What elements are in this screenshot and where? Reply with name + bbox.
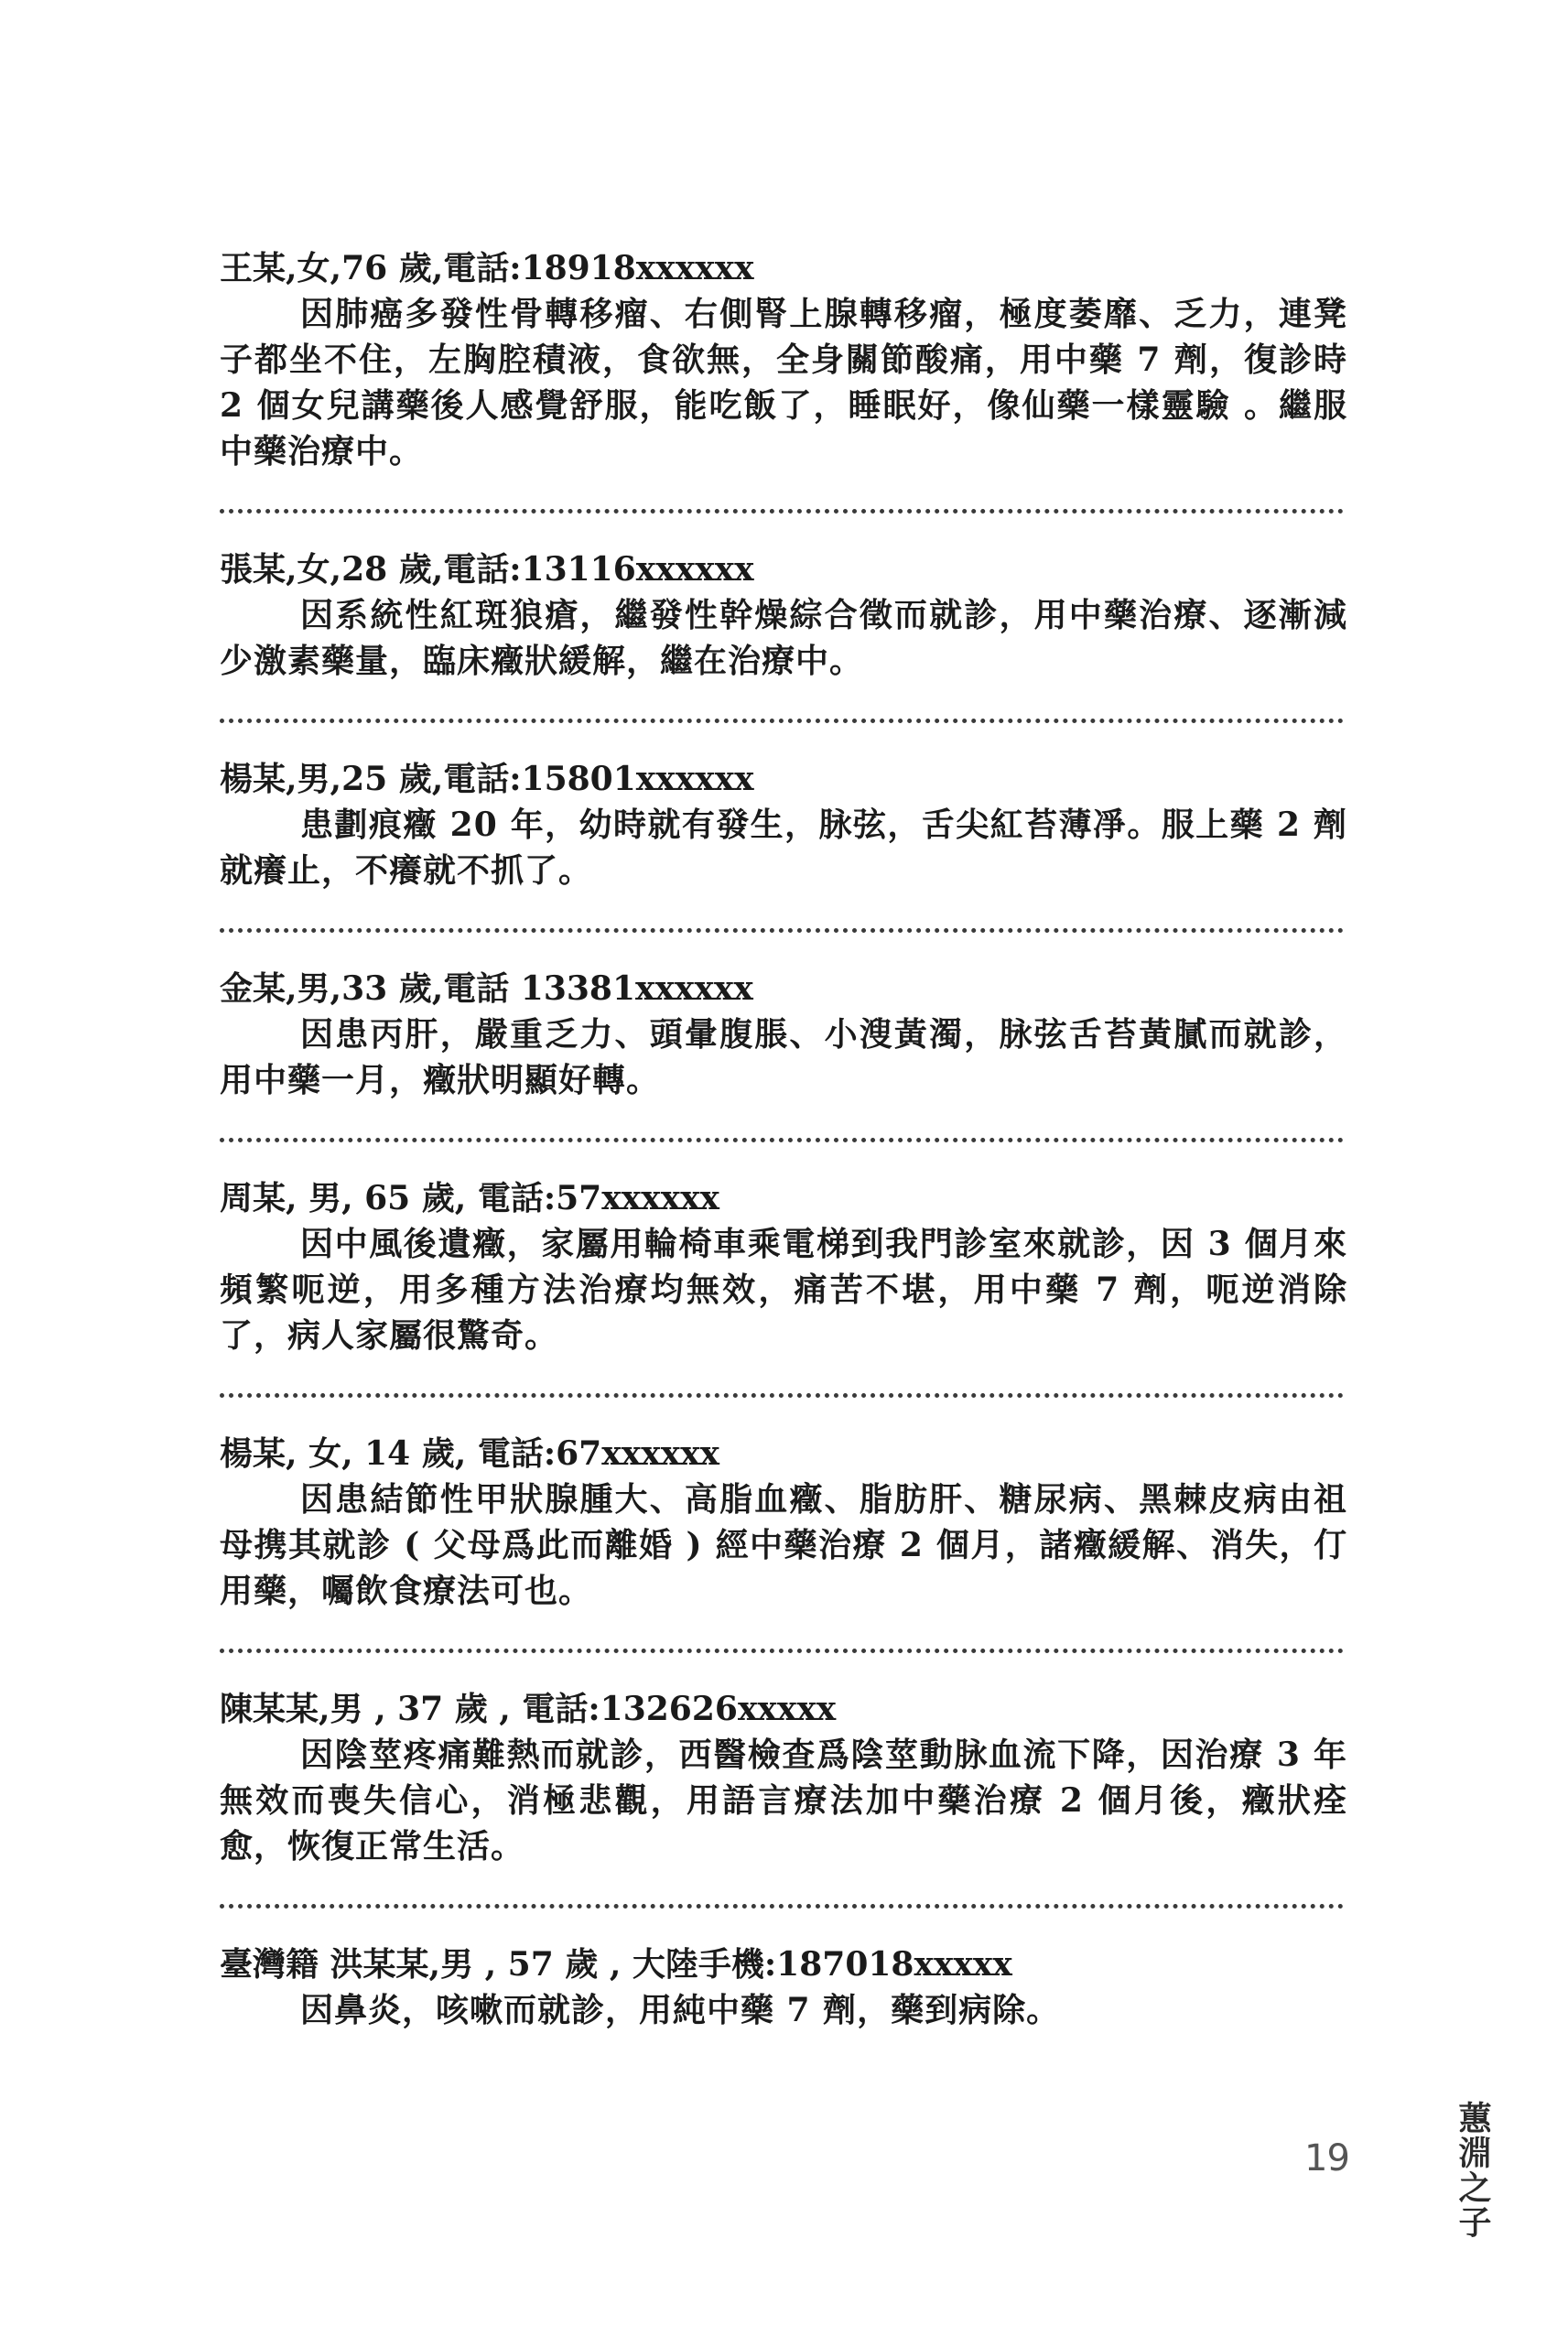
side-running-title: 蕙淵之子: [1454, 2101, 1491, 2240]
case-body: 因肺癌多發性骨轉移瘤、右側腎上腺轉移瘤，極度萎靡、乏力，連凳子都坐不住，左胸腔積液，食欲無，全身關節酸痛，用中藥 7 劑，復診時 2 個女兒講藥後人感覺舒服，能吃飯了，睡眠好，像仙藥一樣靈驗 。繼服中藥治療中。: [220, 295, 1347, 470]
case-entry-2: [220, 546, 1347, 684]
case-body: 因陰莖疼痛難熱而就診，西醫檢查爲陰莖動脉血流下降，因治療 3 年無效而喪失信心，消極悲觀，用語言療法加中藥治療 2 個月後，癥狀痊愈，恢復正常生活。: [220, 1736, 1347, 1866]
page-number: 19: [1304, 2137, 1349, 2179]
dotted-divider: [220, 509, 1344, 514]
case-header: 臺灣籍 洪某某,男 , 57 歲 , 大陸手機:187018xxxxx: [220, 1945, 1012, 1984]
case-entry-1: [220, 245, 1347, 474]
dotted-divider: [220, 719, 1344, 723]
case-body: 因系統性紅斑狼瘡，繼發性幹燥綜合徵而就診，用中藥治療、逐漸減少激素藥量，臨床癥狀緩解，繼在治療中。: [220, 596, 1347, 680]
case-body: 因患結節性甲狀腺腫大、高脂血癥、脂肪肝、糖尿病、黑棘皮病由祖母携其就診 ( 父母爲此而離婚 ) 經中藥治療 2 個月，諸癥緩解、消失，仃用藥，囑飲食療法可也。: [220, 1480, 1347, 1610]
case-list: [220, 245, 1347, 2033]
case-header: 張某,女,28 歲,電話:13116xxxxxx: [220, 550, 754, 589]
case-body: 因鼻炎，咳嗽而就診，用純中藥 7 劑，藥到病除。: [300, 1991, 1061, 2029]
case-entry-6: [220, 1431, 1347, 1614]
dotted-divider: [220, 1138, 1344, 1142]
case-header: 楊某, 女, 14 歲, 電話:67xxxxxx: [220, 1434, 719, 1473]
case-entry-5: [220, 1175, 1347, 1358]
case-entry-7: [220, 1686, 1347, 1869]
dotted-divider: [220, 1649, 1344, 1653]
dotted-divider: [220, 928, 1344, 933]
case-header: 王某,女,76 歲,電話:18918xxxxxx: [220, 249, 754, 287]
case-body: 因患丙肝，嚴重乏力、頭暈腹脹、小溲黃濁，脉弦舌苔黃膩而就診，用中藥一月，癥狀明顯好轉。: [220, 1015, 1347, 1099]
case-header: 周某, 男, 65 歲, 電話:57xxxxxx: [220, 1179, 719, 1217]
dotted-divider: [220, 1904, 1344, 1909]
case-entry-4: [220, 966, 1347, 1103]
case-entry-3: [220, 756, 1347, 893]
case-header: 金某,男,33 歲,電話 13381xxxxxx: [220, 969, 753, 1008]
case-entry-8: [220, 1941, 1347, 2033]
case-header: 陳某某,男 , 37 歲 , 電話:132626xxxxx: [220, 1690, 837, 1728]
case-header: 楊某,男,25 歲,電話:15801xxxxxx: [220, 760, 754, 798]
dotted-divider: [220, 1393, 1344, 1398]
case-body: 因中風後遺癥，家屬用輪椅車乘電梯到我門診室來就診，因 3 個月來頻繁呃逆，用多種方法治療均無效，痛苦不堪，用中藥 7 劑，呃逆消除了，病人家屬很驚奇。: [220, 1225, 1347, 1355]
case-body: 患劃痕癥 20 年，幼時就有發生，脉弦，舌尖紅苔薄凈。服上藥 2 劑就癢止，不癢就不抓了。: [220, 806, 1347, 890]
